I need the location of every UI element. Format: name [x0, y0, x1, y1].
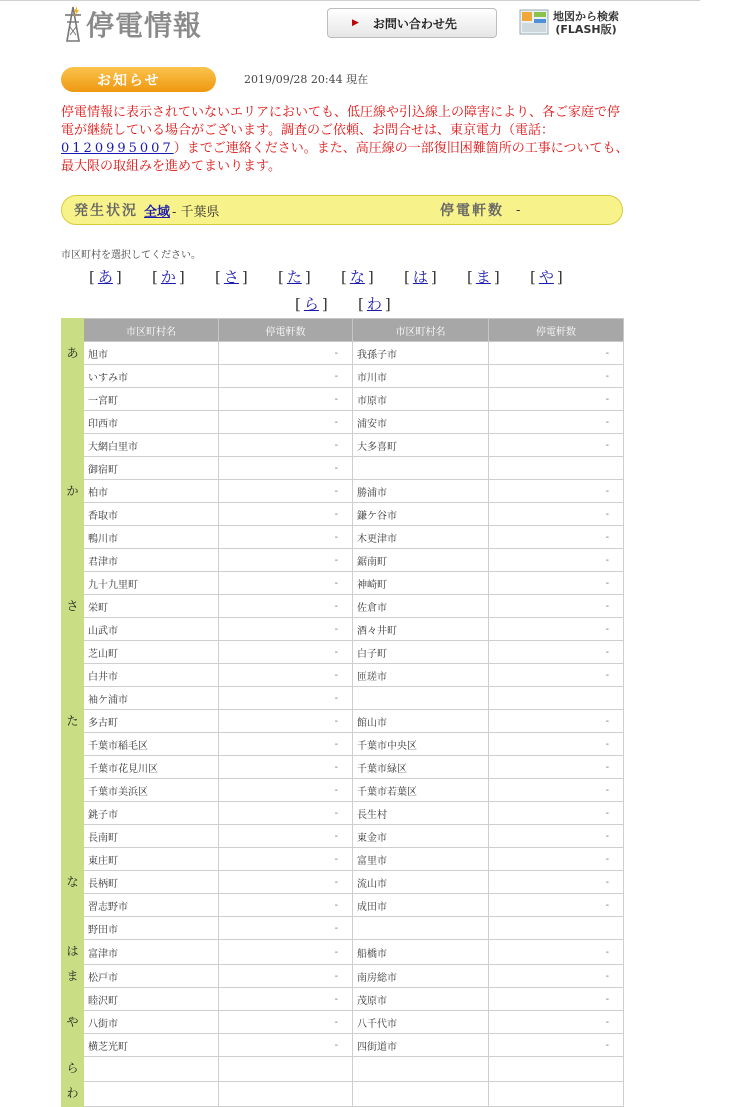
- table-row: [62, 894, 624, 917]
- city-name-cell[interactable]: 印西市: [84, 411, 219, 434]
- table-row: [62, 917, 624, 940]
- outage-count-cell: -: [219, 802, 353, 825]
- city-name-cell[interactable]: 東庄町: [84, 848, 219, 871]
- outage-count-cell: -: [219, 733, 353, 756]
- kana-group-cell: ら: [62, 1057, 84, 1082]
- kana-link[interactable]: あ: [97, 268, 113, 286]
- city-name-cell: [84, 1057, 219, 1082]
- table-row: [62, 710, 624, 733]
- outage-count-cell: -: [489, 434, 624, 457]
- city-name-cell[interactable]: 神崎町: [353, 572, 489, 595]
- city-name-cell[interactable]: 旭市: [84, 342, 219, 365]
- table-row: [62, 848, 624, 871]
- outage-count-cell: -: [219, 595, 353, 618]
- outage-count-cell: -: [219, 940, 353, 965]
- notice-message-part1: 停電情報に表示されていないエリアにおいても、低圧線や引込線上の障害により、各ご家庭で停電が継続している場合がございます。調査のご依頼、お問合せは、東京電力（電話：: [61, 105, 621, 138]
- kana-index-item: [ ら ]: [295, 295, 328, 313]
- city-name-cell[interactable]: 八千代市: [353, 1011, 489, 1034]
- kana-group-cell: た: [62, 710, 84, 871]
- city-name-cell[interactable]: 山武市: [84, 618, 219, 641]
- notice-label: お知らせ: [61, 67, 216, 92]
- city-name-cell[interactable]: 鴨川市: [84, 526, 219, 549]
- city-name-cell: [353, 917, 489, 940]
- outage-count-cell: -: [489, 710, 624, 733]
- status-bar: [61, 195, 623, 225]
- outage-count-cell: -: [489, 342, 624, 365]
- city-name-cell[interactable]: 芝山町: [84, 641, 219, 664]
- outage-count-cell: -: [489, 388, 624, 411]
- city-name-cell[interactable]: 松戸市: [84, 965, 219, 988]
- table-row: [62, 618, 624, 641]
- outage-count-cell: -: [219, 434, 353, 457]
- city-name-cell[interactable]: 市原市: [353, 388, 489, 411]
- outage-count-cell: -: [219, 848, 353, 871]
- table-row: [62, 664, 624, 687]
- kana-index-item: [ か ]: [152, 268, 185, 286]
- city-name-cell[interactable]: 木更津市: [353, 526, 489, 549]
- site-logo[interactable]: [62, 4, 202, 44]
- city-name-cell[interactable]: 鎌ケ谷市: [353, 503, 489, 526]
- kana-group-cell: な: [62, 871, 84, 940]
- city-name-cell[interactable]: 富津市: [84, 940, 219, 965]
- outage-count-cell: -: [489, 848, 624, 871]
- city-name-cell: [353, 1082, 489, 1107]
- city-name-cell[interactable]: 茂原市: [353, 988, 489, 1011]
- table-row: [62, 1034, 624, 1057]
- city-name-cell[interactable]: 御宿町: [84, 457, 219, 480]
- city-name-cell[interactable]: 千葉市中央区: [353, 733, 489, 756]
- table-row: [62, 365, 624, 388]
- kana-index-item: [ は ]: [404, 268, 437, 286]
- outage-count-cell: [489, 457, 624, 480]
- outage-count-cell: -: [489, 664, 624, 687]
- kana-link[interactable]: わ: [366, 295, 382, 313]
- outage-count-cell: -: [489, 825, 624, 848]
- city-name-cell[interactable]: 君津市: [84, 549, 219, 572]
- outage-count-cell: -: [219, 480, 353, 503]
- map-icon: [519, 9, 549, 37]
- top-divider: [0, 0, 700, 1]
- outage-count-cell: [489, 1082, 624, 1107]
- city-name-cell[interactable]: 勝浦市: [353, 480, 489, 503]
- outage-count-cell: -: [219, 457, 353, 480]
- city-name-cell[interactable]: 柏市: [84, 480, 219, 503]
- table-row: [62, 342, 624, 365]
- status-label: 発生状況: [74, 203, 138, 219]
- table-row: [62, 411, 624, 434]
- city-name-cell[interactable]: 千葉市若葉区: [353, 779, 489, 802]
- outage-count-header: 停電軒数: [219, 319, 353, 342]
- map-search-link[interactable]: [519, 8, 619, 38]
- contact-button[interactable]: [327, 8, 497, 38]
- table-row: [62, 965, 624, 988]
- outage-count-cell: -: [489, 503, 624, 526]
- city-name-cell[interactable]: 白子町: [353, 641, 489, 664]
- outage-count-cell: -: [489, 572, 624, 595]
- city-name-cell[interactable]: 流山市: [353, 871, 489, 894]
- table-row: [62, 1082, 624, 1107]
- city-name-cell[interactable]: 我孫子市: [353, 342, 489, 365]
- outage-count-cell: -: [489, 641, 624, 664]
- table-row: [62, 1011, 624, 1034]
- outage-count-cell: -: [489, 365, 624, 388]
- city-name-cell: [353, 457, 489, 480]
- outage-count-cell: -: [219, 871, 353, 894]
- outage-count-cell: -: [219, 710, 353, 733]
- table-row: [62, 526, 624, 549]
- outage-count-cell: -: [489, 411, 624, 434]
- outage-count-cell: -: [219, 1034, 353, 1057]
- kana-index-item: [ さ ]: [215, 268, 248, 286]
- city-name-cell[interactable]: 館山市: [353, 710, 489, 733]
- city-name-cell[interactable]: 長南町: [84, 825, 219, 848]
- outage-count-cell: -: [219, 342, 353, 365]
- kana-index-item: [ や ]: [530, 268, 563, 286]
- outage-count-cell: -: [489, 1011, 624, 1034]
- city-name-cell[interactable]: いすみ市: [84, 365, 219, 388]
- city-name-header: 市区町村名: [84, 319, 219, 342]
- outage-count-cell: -: [489, 733, 624, 756]
- city-name-cell[interactable]: 鋸南町: [353, 549, 489, 572]
- table-row: [62, 1057, 624, 1082]
- kana-header-cell: [62, 319, 84, 342]
- outage-count-cell: -: [219, 549, 353, 572]
- prefecture-label: - 千葉県: [172, 204, 220, 220]
- table-row: [62, 595, 624, 618]
- city-name-cell[interactable]: 佐倉市: [353, 595, 489, 618]
- city-name-cell[interactable]: 千葉市稲毛区: [84, 733, 219, 756]
- table-row: [62, 480, 624, 503]
- outage-count-cell: -: [219, 894, 353, 917]
- kana-group-cell: や: [62, 1011, 84, 1057]
- kana-group-cell: は: [62, 940, 84, 965]
- outage-count-cell: [219, 1057, 353, 1082]
- outage-count-cell: [219, 1082, 353, 1107]
- table-row: [62, 802, 624, 825]
- city-name-cell[interactable]: 富里市: [353, 848, 489, 871]
- outage-count-cell: -: [219, 526, 353, 549]
- kana-group-cell: わ: [62, 1082, 84, 1107]
- city-name-cell[interactable]: 睦沢町: [84, 988, 219, 1011]
- notice-message-part2: ）までご連絡ください。また、高圧線の一部復旧困難箇所の工事についても、最大限の取組みを進めてまいります。: [61, 141, 629, 174]
- kana-link[interactable]: ま: [475, 268, 491, 286]
- table-row: [62, 687, 624, 710]
- city-name-cell[interactable]: 成田市: [353, 894, 489, 917]
- city-name-cell[interactable]: 横芝光町: [84, 1034, 219, 1057]
- outage-count-cell: -: [489, 802, 624, 825]
- outage-count-cell: -: [219, 618, 353, 641]
- contact-button-label: お問い合わせ先: [372, 16, 457, 31]
- table-row: [62, 940, 624, 965]
- city-name-cell: [84, 1082, 219, 1107]
- outage-count-cell: -: [219, 664, 353, 687]
- outage-count-cell: -: [219, 1011, 353, 1034]
- city-name-cell[interactable]: 船橋市: [353, 940, 489, 965]
- table-row: [62, 871, 624, 894]
- outage-count-cell: -: [219, 388, 353, 411]
- outage-count-cell: -: [219, 641, 353, 664]
- outage-count-cell: [489, 687, 624, 710]
- notice-message: [61, 104, 631, 176]
- kana-index-item: [ ま ]: [467, 268, 500, 286]
- city-name-cell[interactable]: 野田市: [84, 917, 219, 940]
- outage-count-cell: -: [219, 965, 353, 988]
- city-name-cell[interactable]: 九十九里町: [84, 572, 219, 595]
- outage-count-cell: -: [219, 687, 353, 710]
- kana-group-cell: ま: [62, 965, 84, 1011]
- kana-link[interactable]: や: [538, 268, 554, 286]
- map-search-sublabel: (FLASH版): [555, 23, 617, 36]
- outage-count-header: 停電軒数: [489, 319, 624, 342]
- city-name-cell[interactable]: 習志野市: [84, 894, 219, 917]
- city-name-cell[interactable]: 浦安市: [353, 411, 489, 434]
- table-row: [62, 549, 624, 572]
- kana-link[interactable]: な: [349, 268, 365, 286]
- city-name-cell[interactable]: 長生村: [353, 802, 489, 825]
- table-row: [62, 779, 624, 802]
- city-name-cell: [353, 1057, 489, 1082]
- table-row: [62, 756, 624, 779]
- outage-count-cell: -: [489, 549, 624, 572]
- outage-count-label: 停電軒数: [440, 203, 504, 219]
- outage-count-cell: -: [219, 365, 353, 388]
- city-name-cell[interactable]: 大多喜町: [353, 434, 489, 457]
- kana-link[interactable]: か: [160, 268, 176, 286]
- table-row: [62, 434, 624, 457]
- outage-count-cell: -: [219, 917, 353, 940]
- outage-count-cell: [489, 917, 624, 940]
- city-name-cell[interactable]: 長柄町: [84, 871, 219, 894]
- outage-count-cell: -: [219, 503, 353, 526]
- table-row: [62, 457, 624, 480]
- kana-index-item: [ な ]: [341, 268, 374, 286]
- kana-link[interactable]: た: [286, 268, 302, 286]
- outage-count-cell: -: [489, 480, 624, 503]
- outage-count-cell: -: [489, 779, 624, 802]
- outage-count-cell: -: [489, 526, 624, 549]
- outage-count-cell: -: [219, 988, 353, 1011]
- kana-group-cell: か: [62, 480, 84, 595]
- city-name-cell[interactable]: 南房総市: [353, 965, 489, 988]
- outage-count-cell: -: [489, 940, 624, 965]
- kana-index-item: [ わ ]: [358, 295, 391, 313]
- outage-count-cell: -: [489, 595, 624, 618]
- table-row: [62, 825, 624, 848]
- city-name-cell[interactable]: 白井市: [84, 664, 219, 687]
- outage-count-cell: [489, 1057, 624, 1082]
- city-name-cell[interactable]: 大網白里市: [84, 434, 219, 457]
- city-name-cell[interactable]: 八街市: [84, 1011, 219, 1034]
- outage-count-cell: -: [219, 825, 353, 848]
- city-name-cell[interactable]: 千葉市花見川区: [84, 756, 219, 779]
- city-name-cell[interactable]: 千葉市美浜区: [84, 779, 219, 802]
- kana-group-cell: さ: [62, 595, 84, 710]
- kana-link[interactable]: さ: [223, 268, 239, 286]
- outage-count-cell: -: [219, 411, 353, 434]
- city-name-cell[interactable]: 酒々井町: [353, 618, 489, 641]
- outage-count-cell: -: [489, 1034, 624, 1057]
- table-header-row: [62, 319, 624, 342]
- kana-link[interactable]: は: [412, 268, 428, 286]
- kana-index-item: [ あ ]: [89, 268, 122, 286]
- update-timestamp: 2019/09/28 20:44 現在: [244, 73, 369, 86]
- table-row: [62, 988, 624, 1011]
- city-name-cell[interactable]: 市川市: [353, 365, 489, 388]
- city-name-header: 市区町村名: [353, 319, 489, 342]
- kana-group-cell: あ: [62, 342, 84, 480]
- kana-link[interactable]: ら: [303, 295, 319, 313]
- city-name-cell[interactable]: 四街道市: [353, 1034, 489, 1057]
- power-tower-icon: [62, 5, 84, 43]
- outage-count-cell: -: [489, 894, 624, 917]
- city-name-cell[interactable]: 銚子市: [84, 802, 219, 825]
- city-name-cell[interactable]: 東金市: [353, 825, 489, 848]
- table-row: [62, 572, 624, 595]
- outage-count-cell: -: [489, 756, 624, 779]
- table-row: [62, 733, 624, 756]
- city-name-cell[interactable]: 栄町: [84, 595, 219, 618]
- outage-count-cell: -: [489, 965, 624, 988]
- table-row: [62, 503, 624, 526]
- outage-count-cell: -: [219, 756, 353, 779]
- triangle-right-icon: ▶: [352, 18, 359, 28]
- logo-text: 停電情報: [86, 9, 203, 42]
- table-row: [62, 388, 624, 411]
- city-name-cell[interactable]: 匝瑳市: [353, 664, 489, 687]
- city-table: [61, 318, 624, 1107]
- city-name-cell[interactable]: 多古町: [84, 710, 219, 733]
- city-name-cell[interactable]: 袖ケ浦市: [84, 687, 219, 710]
- outage-count-value: -: [516, 202, 521, 218]
- city-name-cell[interactable]: 香取市: [84, 503, 219, 526]
- table-row: [62, 641, 624, 664]
- kana-index-item: [ た ]: [278, 268, 311, 286]
- outage-count-cell: -: [489, 871, 624, 894]
- select-prompt: 市区町村を選択してください。: [61, 250, 201, 261]
- map-search-label: 地図から検索: [553, 10, 619, 23]
- outage-count-cell: -: [489, 988, 624, 1011]
- city-name-cell[interactable]: 一宮町: [84, 388, 219, 411]
- area-all-link[interactable]: 全域: [144, 204, 171, 220]
- outage-count-cell: -: [219, 779, 353, 802]
- city-name-cell: [353, 687, 489, 710]
- phone-link[interactable]: 0120995007: [61, 141, 174, 156]
- city-name-cell[interactable]: 千葉市緑区: [353, 756, 489, 779]
- outage-count-cell: -: [219, 572, 353, 595]
- outage-count-cell: -: [489, 618, 624, 641]
